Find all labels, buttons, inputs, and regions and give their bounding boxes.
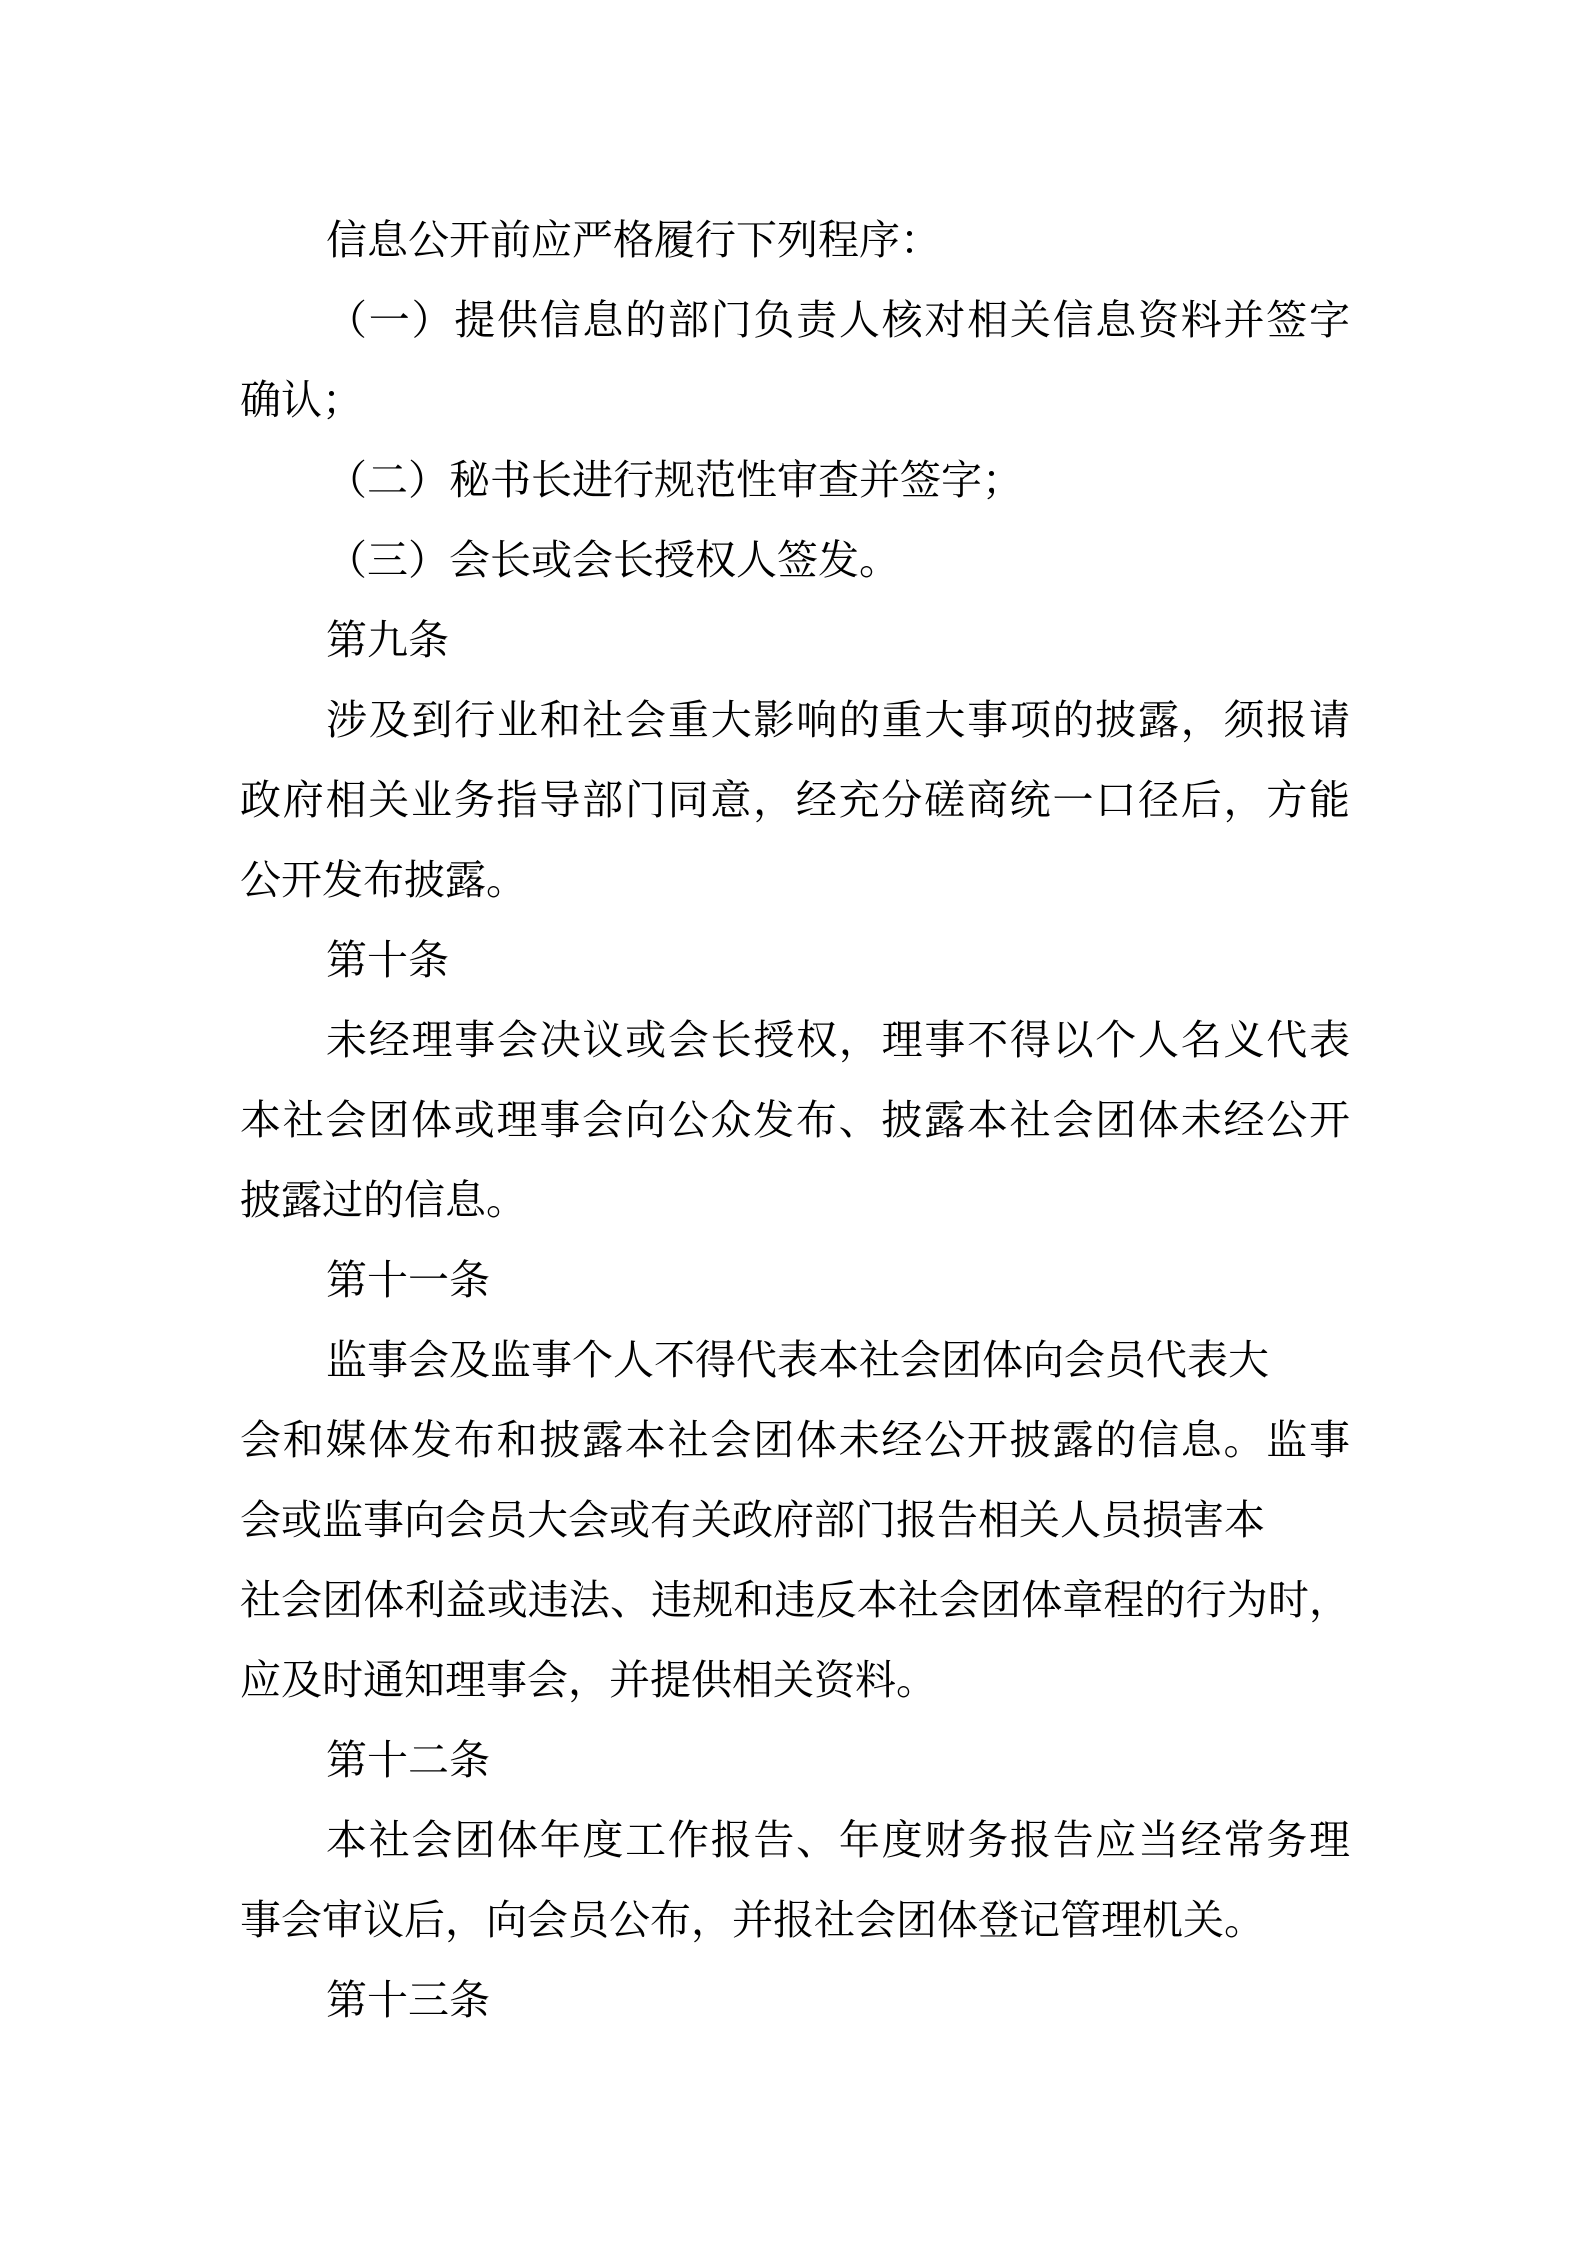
text-line: 未经理事会决议或会长授权，理事不得以个人名义代表	[326, 1016, 1350, 1064]
text-line: 第十三条	[326, 1976, 490, 2024]
text-line: 第十一条	[326, 1256, 490, 1304]
text-line: 监事会及监事个人不得代表本社会团体向会员代表大	[326, 1336, 1269, 1384]
document-body	[240, 200, 1350, 2040]
text-line: （一）提供信息的部门负责人核对相关信息资料并签字	[326, 296, 1350, 344]
text-line: 政府相关业务指导部门同意，经充分磋商统一口径后，方能	[240, 776, 1350, 824]
text-line: 本社会团体或理事会向公众发布、披露本社会团体未经公开	[240, 1096, 1350, 1144]
text-line: 第十二条	[326, 1736, 490, 1784]
text-line: 确认；	[240, 376, 363, 424]
text-line: 本社会团体年度工作报告、年度财务报告应当经常务理	[326, 1816, 1350, 1864]
text-line: 公开发布披露。	[240, 856, 527, 904]
text-line: 社会团体利益或违法、违规和违反本社会团体章程的行为时，	[240, 1576, 1350, 1624]
text-line: 信息公开前应严格履行下列程序：	[326, 216, 941, 264]
text-line: 第九条	[326, 616, 449, 664]
text-line: 涉及到行业和社会重大影响的重大事项的披露，须报请	[326, 696, 1350, 744]
text-line: 事会审议后，向会员公布，并报社会团体登记管理机关。	[240, 1896, 1265, 1944]
text-line: （二）秘书长进行规范性审查并签字；	[326, 456, 1023, 504]
text-line: 会或监事向会员大会或有关政府部门报告相关人员损害本	[240, 1496, 1265, 1544]
text-line: 披露过的信息。	[240, 1176, 527, 1224]
text-line: 应及时通知理事会，并提供相关资料。	[240, 1656, 937, 1704]
text-line: 第十条	[326, 936, 449, 984]
text-line: 会和媒体发布和披露本社会团体未经公开披露的信息。监事	[240, 1416, 1350, 1464]
text-line: （三）会长或会长授权人签发。	[326, 536, 900, 584]
